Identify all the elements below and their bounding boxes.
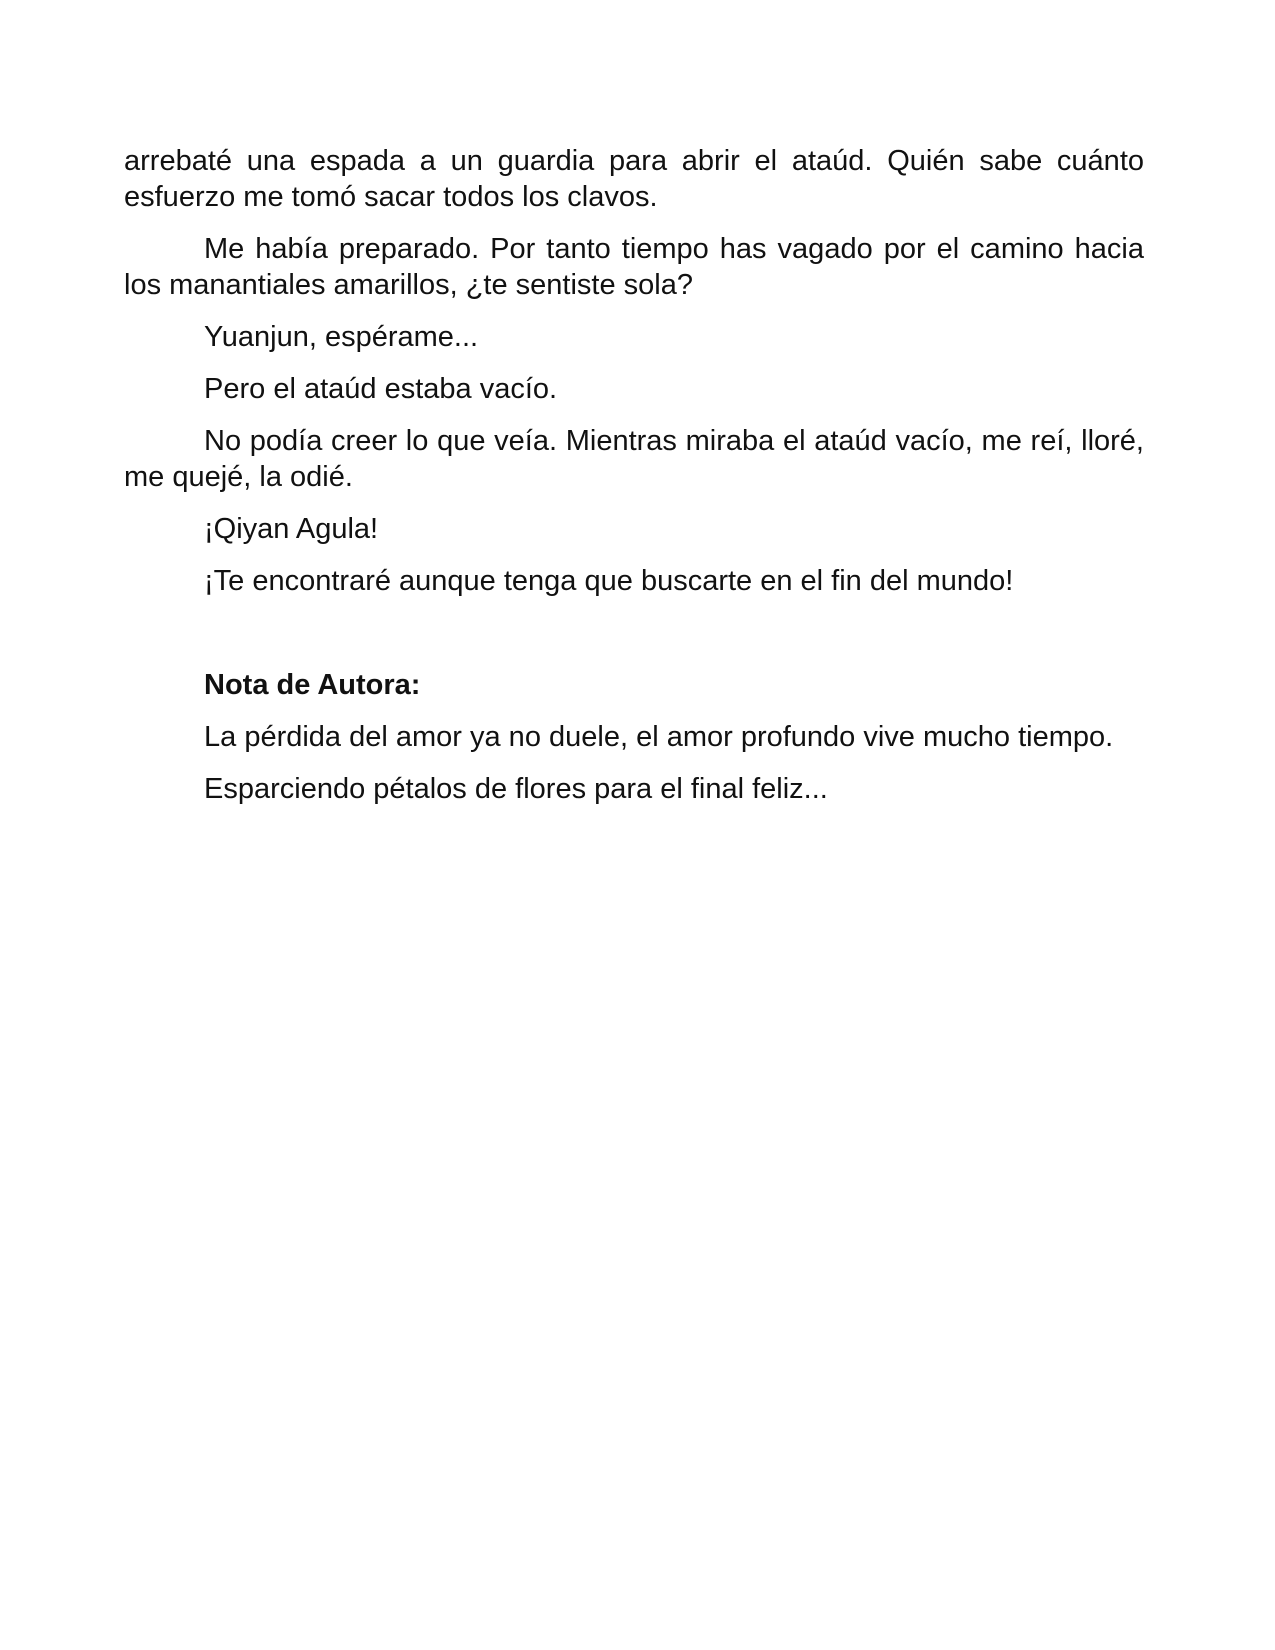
paragraph-continuation: arrebaté una espada a un guardia para abrir el ataúd. Quién sabe cuánto esfuerzo me tomó sacar todos los clavos. bbox=[124, 145, 1144, 213]
author-note-paragraph: La pérdida del amor ya no duele, el amor profundo vive mucho tiempo. bbox=[204, 721, 1114, 753]
paragraph: ¡Qiyan Agula! bbox=[204, 513, 379, 545]
author-note-heading: Nota de Autora: bbox=[204, 669, 421, 701]
paragraph: No podía creer lo que veía. Mientras miraba el ataúd vacío, me reí, lloré, me quejé, la odié. bbox=[124, 425, 1144, 493]
document-body bbox=[124, 143, 1144, 823]
paragraph: ¡Te encontraré aunque tenga que buscarte en el fin del mundo! bbox=[204, 565, 1014, 597]
author-note-paragraph: Esparciendo pétalos de flores para el final feliz... bbox=[204, 773, 828, 805]
paragraph: Me había preparado. Por tanto tiempo has vagado por el camino hacia los manantiales amarillos, ¿te sentiste sola? bbox=[124, 233, 1144, 301]
paragraph: Pero el ataúd estaba vacío. bbox=[204, 373, 558, 405]
paragraph: Yuanjun, espérame... bbox=[204, 321, 479, 353]
